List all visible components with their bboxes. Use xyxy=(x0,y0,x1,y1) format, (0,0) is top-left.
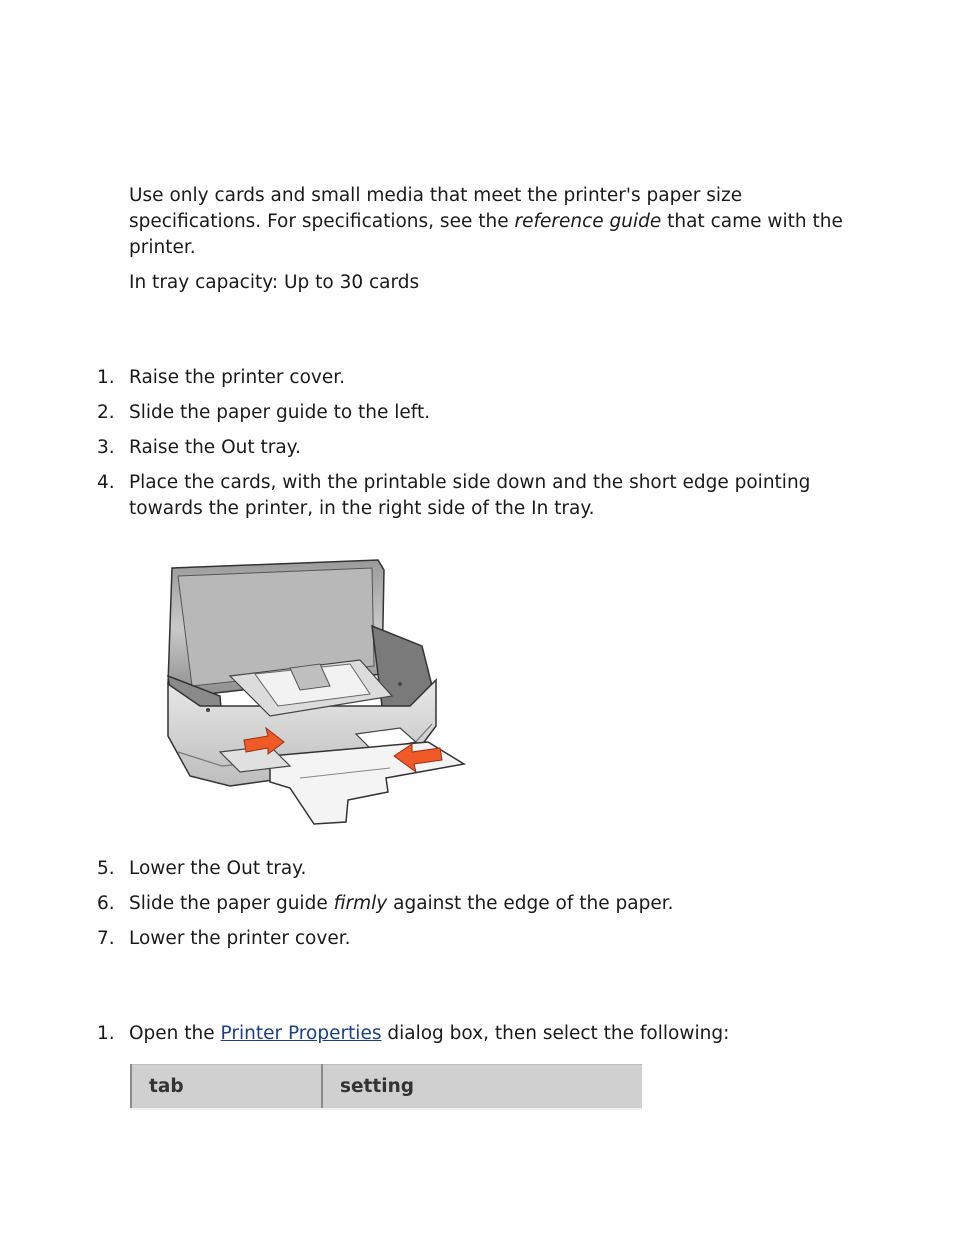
table-header-tab: tab xyxy=(131,1065,322,1110)
firmly-emphasis: firmly xyxy=(333,893,388,914)
paper-spec-note: Use only cards and small media that meet the printer's paper size specifications. For specifications, see the reference guide that came with the printer. xyxy=(129,185,843,258)
step-number: 6. xyxy=(97,893,115,914)
list-item: Slide the paper guide to the left. xyxy=(129,402,431,423)
printer-loading-illustration xyxy=(160,556,470,828)
list-item: Lower the printer cover. xyxy=(129,928,351,949)
settings-table xyxy=(130,1064,642,1110)
list-item: Place the cards, with the printable side down and the short edge pointing towards the printer, in the right side of the In tray. xyxy=(129,472,811,519)
step-number: 5. xyxy=(97,858,115,879)
step-number: 7. xyxy=(97,928,115,949)
printer-properties-link[interactable]: Printer Properties xyxy=(220,1023,382,1044)
table-header-setting: setting xyxy=(322,1065,642,1110)
step-number: 1. xyxy=(97,1023,115,1044)
tray-capacity: In tray capacity: Up to 30 cards xyxy=(129,272,420,293)
reference-guide-emphasis: reference guide xyxy=(514,211,662,232)
list-item: Slide the paper guide firmly against the edge of the paper. xyxy=(129,893,674,914)
step-number: 2. xyxy=(97,402,115,423)
list-item: Raise the printer cover. xyxy=(129,367,346,388)
step-number: 4. xyxy=(97,472,115,493)
table-header-row xyxy=(131,1065,642,1110)
list-item: Open the Printer Properties dialog box, then select the following: xyxy=(129,1023,730,1044)
list-item: Lower the Out tray. xyxy=(129,858,307,879)
step-number: 3. xyxy=(97,437,115,458)
step-number: 1. xyxy=(97,367,115,388)
list-item: Raise the Out tray. xyxy=(129,437,301,458)
